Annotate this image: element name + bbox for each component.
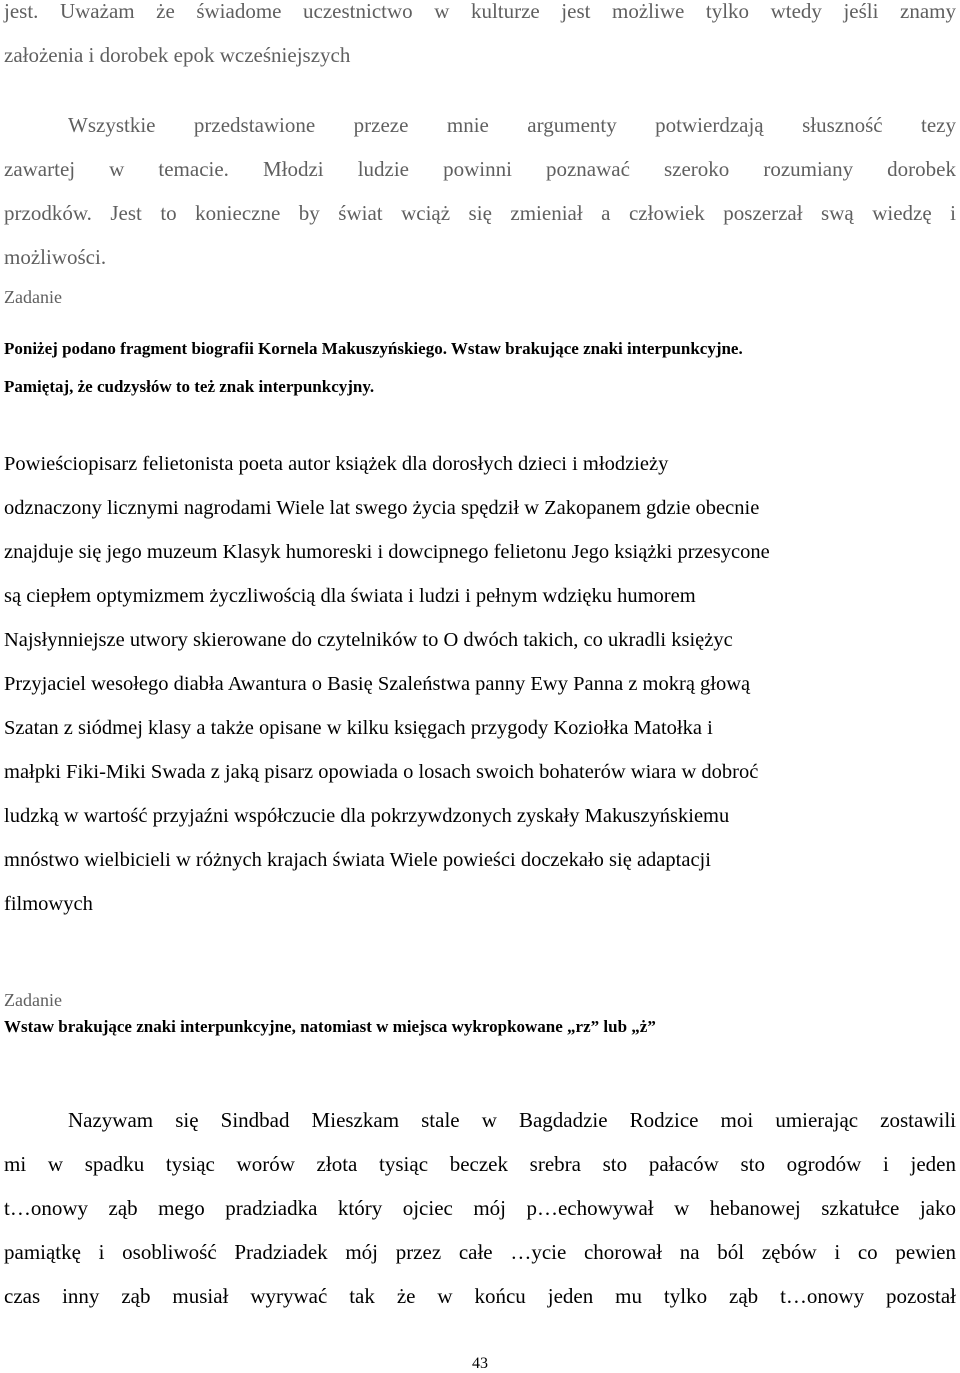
task1-text-line: odznaczony licznymi nagrodami Wiele lat swego życia spędził w Zakopanem gdzie obecnie	[4, 497, 760, 519]
task1-text-line: są ciepłem optymizmem życzliwością dla świata i ludzi i pełnym wdzięku humorem	[4, 585, 696, 607]
intro-paragraph-line: Wszystkie przedstawione przeze mnie argumenty potwierdzają słuszność tezy	[68, 113, 956, 137]
task1-text-line: Szatan z siódmej klasy a także opisane w kilku księgach przygody Koziołka Matołka i	[4, 717, 713, 739]
intro-line: założenia i dorobek epok wcześniejszych	[4, 43, 351, 67]
intro-paragraph-line: przodków. Jest to konieczne by świat wciąż się zmieniał a człowiek poszerzał swą wiedzę i	[4, 201, 956, 225]
task2-text-line: t…onowy ząb mego pradziadka który ojciec mój p…echowywał w hebanowej szkatułce jako	[4, 1196, 956, 1220]
task1-text-line: znajduje się jego muzeum Klasyk humoreski i dowcipnego felietonu Jego książki przesycone	[4, 541, 770, 563]
task1-text-line: Powieściopisarz felietonista poeta autor książek dla dorosłych dzieci i młodzieży	[4, 453, 669, 475]
task2-text-line: mi w spadku tysiąc worów złota tysiąc beczek srebra sto pałaców sto ogrodów i jeden	[4, 1152, 956, 1176]
task2-text-line: Nazywam się Sindbad Mieszkam stale w Bagdadzie Rodzice moi umierając zostawili	[68, 1108, 956, 1132]
task1-instruction-line: Poniżej podano fragment biografii Kornela Makuszyńskiego. Wstaw brakujące znaki interpunkcyjne.	[4, 339, 743, 358]
task1-text-line: ludzką w wartość przyjaźni współczucie dla pokrzywdzonych zyskały Makuszyńskiemu	[4, 805, 730, 827]
page-number: 43	[472, 1355, 488, 1372]
task2-text-line: pamiątkę i osobliwość Pradziadek mój przez całe …ycie chorował na ból zębów i co pewien	[4, 1240, 956, 1264]
task1-heading: Zadanie	[4, 287, 62, 307]
intro-paragraph-line: zawartej w temacie. Młodzi ludzie powinni poznawać szeroko rozumiany dorobek	[4, 157, 956, 181]
task2-instruction: Wstaw brakujące znaki interpunkcyjne, natomiast w miejsca wykropkowane „rz” lub „ż”	[4, 1017, 656, 1036]
task2-heading: Zadanie	[4, 990, 62, 1010]
task1-text-line: Najsłynniejsze utwory skierowane do czytelników to O dwóch takich, co ukradli księżyc	[4, 629, 733, 651]
task2-text-line: czas inny ząb musiał wyrywać tak że w końcu jeden mu tylko ząb t…onowy pozostał	[4, 1284, 956, 1308]
intro-paragraph-line: możliwości.	[4, 245, 107, 269]
task1-instruction-line: Pamiętaj, że cudzysłów to też znak interpunkcyjny.	[4, 377, 375, 396]
task1-text-line: małpki Fiki-Miki Swada z jaką pisarz opowiada o losach swoich bohaterów wiara w dobroć	[4, 761, 759, 783]
task1-text-line: mnóstwo wielbicieli w różnych krajach świata Wiele powieści doczekało się adaptacji	[4, 849, 711, 871]
task1-text-line: filmowych	[4, 893, 93, 915]
intro-line: jest. Uważam że świadome uczestnictwo w kulturze jest możliwe tylko wtedy jeśli znamy	[4, 0, 956, 23]
task1-text-line: Przyjaciel wesołego diabła Awantura o Basię Szaleństwa panny Ewy Panna z mokrą głową	[4, 673, 751, 695]
